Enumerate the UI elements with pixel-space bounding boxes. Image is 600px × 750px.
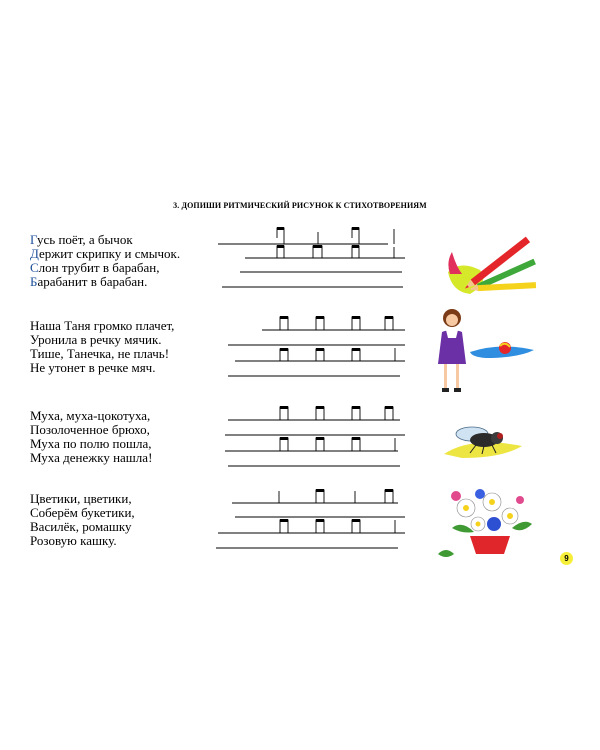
- pink-flower: [516, 496, 524, 504]
- poem-line: Позолоченное брюхо,: [30, 422, 150, 437]
- poem-line: Муха по полю пошла,: [30, 436, 152, 451]
- exercise-title: 3. ДОПИШИ РИТМИЧЕСКИЙ РИСУНОК К СТИХОТВОРЕНИЯМ: [173, 201, 427, 210]
- poem-line: Соберём букетики,: [30, 505, 135, 520]
- poem-line: Уронила в речку мячик.: [30, 332, 162, 347]
- fly-illustration: [442, 418, 524, 460]
- rhythm-note-pair: [277, 228, 284, 244]
- rhythm-beams: [277, 227, 393, 522]
- poem-line: Тише, Танечка, не плачь!: [30, 346, 170, 361]
- rhythm-marks: [216, 228, 405, 548]
- rhythm-note-pair: [352, 228, 359, 244]
- poem-line: Наша Таня громко плачет,: [30, 318, 175, 333]
- poem-line: Муха денежку нашла!: [30, 450, 153, 465]
- poem-line: Муха, муха-цокотуха,: [30, 408, 151, 423]
- poem-line: Слон трубит в барабан,: [30, 260, 160, 275]
- girl-with-ball-illustration: [430, 308, 538, 400]
- poem-line: Розовую кашку.: [30, 533, 117, 548]
- poem-line: Держит скрипку и смычок.: [30, 246, 181, 261]
- poem-line: Барабанит в барабан.: [30, 274, 148, 289]
- poem-line: Василёк, ромашку: [30, 519, 132, 534]
- flower-pot: [470, 536, 510, 554]
- flower-bouquet-illustration: [432, 480, 538, 566]
- poem-line: Цветики, цветики,: [30, 491, 132, 506]
- pink-flower: [451, 491, 461, 501]
- poem-line: Не утонет в речке мяч.: [30, 360, 156, 375]
- poem-line: Гусь поёт, а бычок: [30, 232, 133, 247]
- pencils-illustration: [440, 232, 540, 302]
- page-number-badge: 9: [560, 552, 573, 565]
